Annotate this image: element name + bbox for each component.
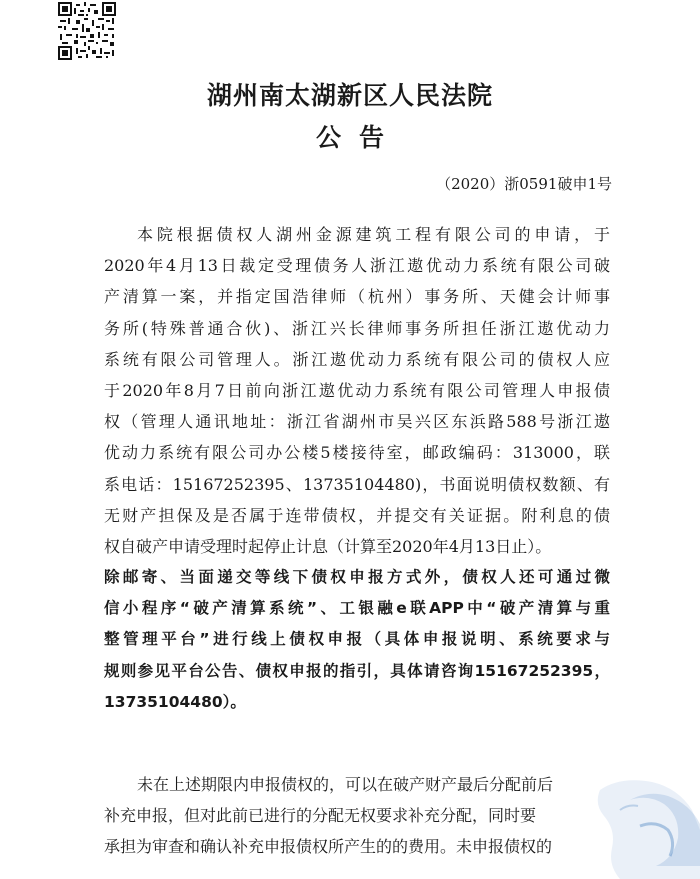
text-line: 权自破产申请受理时起停止计息（计算至2020年4月13日止）。: [104, 536, 552, 556]
online-filing-line: 13735104480）。: [104, 692, 246, 711]
text-line: 本院根据债权人湖州金源建筑工程有限公司的申请，于: [137, 225, 610, 244]
text-line: 于2020年8月7日前向浙江遨优动力系统有限公司管理人申报债: [104, 380, 610, 400]
text-line: 2020年4月13日裁定受理债务人浙江遨优动力系统有限公司破: [104, 256, 610, 276]
text-line: 产清算一案，并指定国浩律师（杭州）事务所、天健会计师事: [104, 287, 610, 307]
online-filing-line: 整管理平台”进行线上债权申报（具体申报说明、系统要求与: [104, 630, 610, 649]
online-filing-line: 信小程序“破产清算系统”、工银融e联APP中“破产清算与重: [104, 599, 610, 618]
online-filing-line: 规则参见平台公告、债权申报的指引，具体请咨询15167252395，: [104, 661, 610, 680]
text-line: 补充申报，但对此前已进行的分配无权要求补充分配，同时要: [104, 806, 537, 826]
text-line: 无财产担保及是否属于连带债权，并提交有关证据。附利息的债: [104, 505, 610, 525]
court-name: 湖州南太湖新区人民法院: [206, 81, 493, 110]
text-line: 务所(特殊普通合伙)、浙江兴长律师事务所担任浙江遨优动力: [104, 318, 610, 338]
online-filing-line: 除邮寄、当面递交等线下债权申报方式外，债权人还可通过微: [104, 568, 610, 587]
text-line: 优动力系统有限公司办公楼5楼接待室，邮政编码：313000，联: [104, 443, 610, 463]
announcement-paragraph-1: [104, 219, 610, 718]
document-number: （2020）浙0591破申1号: [436, 175, 612, 193]
qr-code-icon: [58, 2, 116, 60]
text-line: 系统有限公司管理人。浙江遨优动力系统有限公司的债权人应: [104, 349, 610, 369]
text-line: 权（管理人通讯地址：浙江省湖州市吴兴区东浜路588号浙江遨: [104, 412, 610, 432]
document-type-title: 公告: [315, 123, 402, 152]
text-line: 未在上述期限内申报债权的，可以在破产财产最后分配前后: [137, 775, 554, 794]
announcement-paragraph-2: [104, 769, 616, 863]
text-line: 系电话：15167252395、13735104480)，书面说明债权数额、有: [104, 474, 610, 494]
text-line: 承担为审查和确认补充申报债权所产生的的费用。未申报债权的: [104, 837, 553, 857]
